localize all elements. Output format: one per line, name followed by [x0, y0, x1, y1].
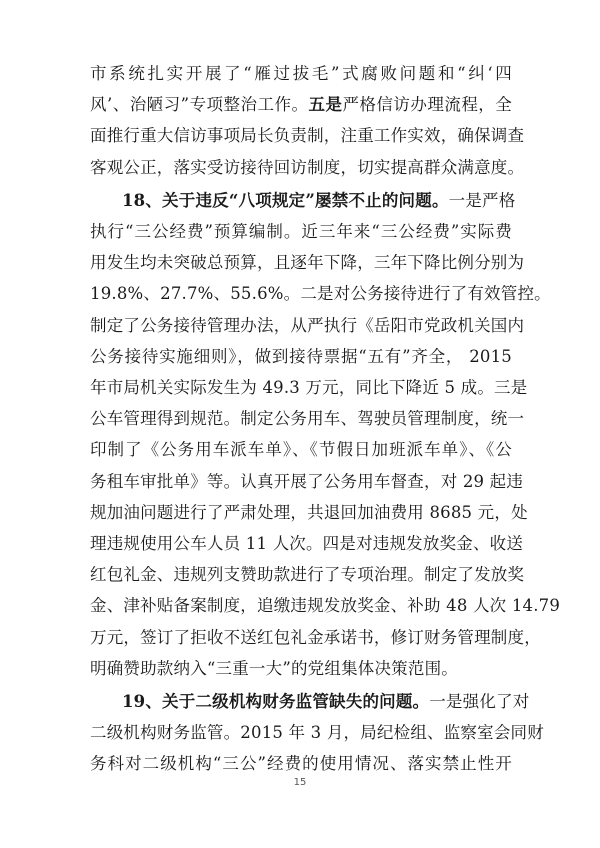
page-number: 15: [293, 777, 307, 788]
text-segment: 金、津补贴备案制度，追缴违规发放奖金、补助 48 人次 14.79: [90, 596, 561, 616]
text-segment: 规加油问题进行了严肃处理，共退回加油费用 8685 元，处: [90, 502, 528, 522]
text-line: [90, 280, 551, 308]
bold-text-segment: 五是: [308, 95, 343, 115]
text-segment: 务科对二级机构“三公”经费的使用情况、落实禁止性开: [90, 754, 512, 774]
text-line: [90, 750, 512, 778]
text-segment: 年市局机关实际发生为 49.3 万元，同比下降近 5 成。三是: [90, 378, 528, 397]
text-line: [90, 91, 512, 119]
text-segment: 红包礼金、违规列支赞助款进行了专项治理。制定了发放奖: [90, 565, 525, 585]
text-segment: 明确赞助款纳入“三重一大”的党组集体决策范围。: [90, 658, 458, 678]
text-line: [90, 374, 528, 402]
text-segment: 19.8%、27.7%、55.6%。二是对公务接待进行了有效管控。: [90, 284, 551, 304]
text-segment: 印制了《公务用车派车单》、《节假日加班派车单》、《公: [90, 440, 512, 460]
text-segment: 面推行重大信访事项局长负责制，注重工作实效，确保调查: [90, 126, 525, 146]
text-segment: 万元，签订了拒收不送红包礼金承诺书，修订财务管理制度，: [90, 627, 541, 647]
text-segment: 执行“三公经费”预算编制。近三年来“三公经费”实际费: [90, 222, 512, 241]
bold-text-segment: 19、关于二级机构财务监管缺失的问题。: [122, 692, 430, 711]
text-segment: 用发生均未突破总预算，且逐年下降，三年下降比例分别为: [90, 253, 525, 273]
text-line: [90, 592, 561, 620]
text-line: [90, 60, 512, 88]
text-line: [90, 154, 525, 182]
text-line: [90, 436, 512, 464]
text-segment: 务租车审批单》等。认真开展了公务用车督查，对 29 起违: [90, 471, 524, 491]
text-segment: 制定了公务接待管理办法，从严执行《岳阳市党政机关国内: [90, 315, 525, 335]
text-line: [90, 655, 512, 683]
text-line: [90, 122, 525, 150]
text-segment: 二级机构财务监管。2015 年 3 月，局纪检组、监察室会同财: [90, 723, 544, 743]
text-line: [90, 218, 512, 246]
text-line: [90, 530, 524, 558]
text-line: [90, 312, 525, 340]
text-line: [90, 468, 524, 496]
text-segment: 严格信访办理流程，全: [342, 95, 512, 115]
text-line: [90, 719, 544, 747]
text-segment: 市系统扎实开展了“雁过拔毛”式腐败问题和“纠‘四: [90, 64, 512, 83]
text-line: [90, 624, 541, 652]
text-segment: 理违规使用公车人员 11 人次。四是对违规发放奖金、收送: [90, 534, 524, 553]
text-segment: 公务接待实施细则》，做到接待票据“五有”齐全， 2015: [90, 346, 512, 366]
bold-text-segment: 18、关于违反“八项规定”屡禁不止的问题。: [122, 190, 449, 210]
text-segment: 风’、治陋习”专项整治工作。: [90, 95, 309, 115]
text-segment: 一是强化了对: [429, 692, 530, 711]
text-line: [90, 561, 525, 589]
text-segment: 一是严格: [448, 190, 516, 210]
text-line: [90, 249, 525, 277]
text-line: [122, 688, 530, 716]
text-line: [90, 405, 525, 433]
text-segment: 客观公正，落实受访接待回访制度，切实提高群众满意度。: [90, 157, 525, 177]
text-segment: 公车管理得到规范。制定公务用车、驾驶员管理制度，统一: [90, 409, 525, 429]
text-line: [122, 187, 516, 215]
text-line: [90, 343, 512, 371]
text-line: [90, 499, 528, 527]
